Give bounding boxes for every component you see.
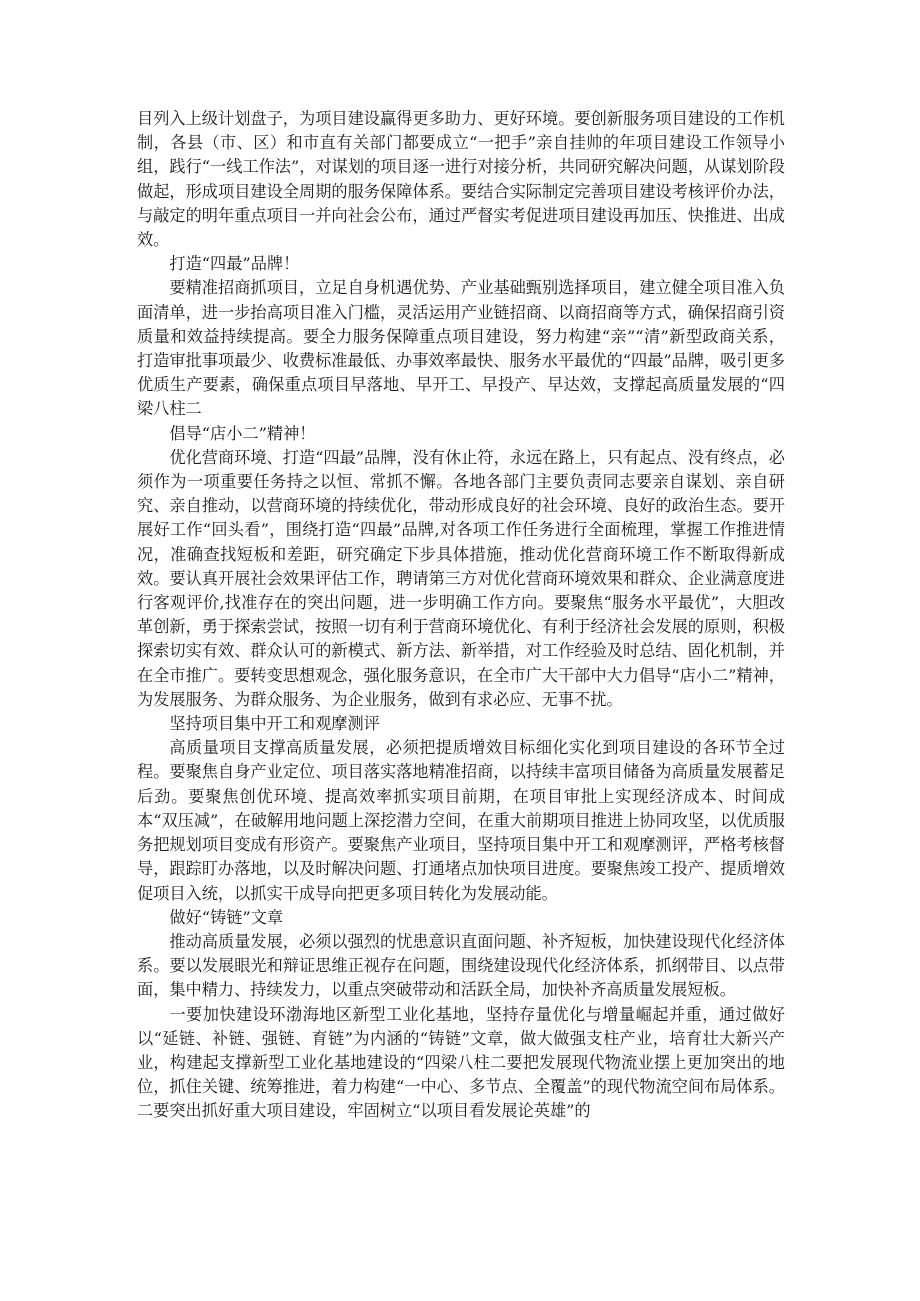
paragraph-continuation: 目列入上级计划盘子，为项目建设赢得更多助力、更好环境。要创新服务项目建设的工作机制，各县（市、区）和市直有关部门都要成立“一把手”亲自挂帅的年项目建设工作领导小组，践行“一线工作法”，对谋划的项目逐一进行对接分析，共同研究解决问题，从谋划阶段做起，形成项目建设全周期的服务保障体系。要结合实际制定完善项目建设考核评价办法，与敲定的明年重点项目一并向社会公布，通过严督实考促进项目建设再加压、快推进、出成效。 [137,109,785,250]
paragraph: 高质量项目支撑高质量发展，必须把提质增效目标细化实化到项目建设的各环节全过程。要聚焦自身产业定位、项目落实落地精准招商，以持续丰富项目储备为高质量发展蓄足后劲。要聚焦创优环境、提高效率抓实项目前期，在项目审批上实现经济成本、时间成本“双压减”，在破解用地问题上深挖潜力空间，在重大前期项目推进上协同攻坚，以优质服务把规划项目变成有形资产。要聚焦产业项目，坚持项目集中开工和观摩测评，严格考核督导，跟踪盯办落地，以及时解决问题、打通堵点加快项目进度。要聚焦竣工投产、提质增效促项目入统，以抓实干成导向把更多项目转化为发展动能。 [137,738,785,903]
document-body [137,107,785,1124]
section-heading-project-groundbreaking: 坚持项目集中开工和观摩测评 [169,714,380,734]
section-heading-chain-building: 做好“铸链”文章 [169,907,284,927]
paragraph: 推动高质量发展，必须以强烈的忧患意识直面问题、补齐短板，加快建设现代化经济体系。要以发展眼光和辩证思维正视存在问题，围绕建设现代化经济体系，抓纲带目、以点带面，集中精力、持续发力，以重点突破带动和活跃全局，加快补齐高质量发展短板。 [137,931,785,1000]
paragraph: 要精准招商抓项目，立足自身机遇优势、产业基础甄别选择项目，建立健全项目准入负面清单，进一步抬高项目准入门槛，灵活运用产业链招商、以商招商等方式，确保招商引资质量和效益持续提高。要全力服务保障重点项目建设，努力构建“亲”“清”新型政商关系，打造审批事项最少、收费标准最低、办事效率最快、服务水平最优的“四最”品牌，吸引更多优质生产要素，确保重点项目早落地、早开工、早投产、早达效，支撑起高质量发展的“四梁八柱二 [137,278,785,419]
paragraph: 一要加快建设环渤海地区新型工业化基地，坚持存量优化与增量崛起并重，通过做好以“延链、补链、强链、育链”为内涵的“铸链”文章，做大做强支柱产业，培育壮大新兴产业，构建起支撑新型工业化基地建设的“四梁八柱二要把发展现代物流业摆上更加突出的地位，抓住关键、统筹推进，着力构建“一中心、多节点、全覆盖”的现代物流空间布局体系。二要突出抓好重大项目建设，牢固树立“以项目看发展论英雄”的 [137,1004,785,1121]
section-heading-shop-assistant-spirit: 倡导“店小二”精神！ [169,423,316,443]
paragraph: 优化营商环境、打造“四最”品牌，没有休止符，永远在路上，只有起点、没有终点，必须作为一项重要任务持之以恒、常抓不懈。各地各部门主要负责同志要亲自谋划、亲自研究、亲自推动，以营商环境的持续优化，带动形成良好的社会环境、良好的政治生态。要开展好工作“回头看”，围绕打造“四最”品牌,对各项工作任务进行全面梳理，掌握工作推进情况，准确查找短板和差距，研究确定下步具体措施，推动优化营商环境工作不断取得新成效。要认真开展社会效果评估工作，聘请第三方对优化营商环境效果和群众、企业满意度进行客观评价,找准存在的突出问题，进一步明确工作方向。要聚焦“服务水平最优”，大胆改革创新，勇于探索尝试，按照一切有利于营商环境优化、有利于经济社会发展的原则，积极探索切实有效、群众认可的新模式、新方法、新举措，对工作经验及时总结、固化机制，并在全市推广。要转变思想观念，强化服务意识，在全市广大干部中大力倡导“店小二”精神，为发展服务、为群众服务、为企业服务，做到有求必应、无事不扰。 [137,447,785,709]
section-heading-four-best-brand: 打造“四最”品牌！ [169,254,300,274]
